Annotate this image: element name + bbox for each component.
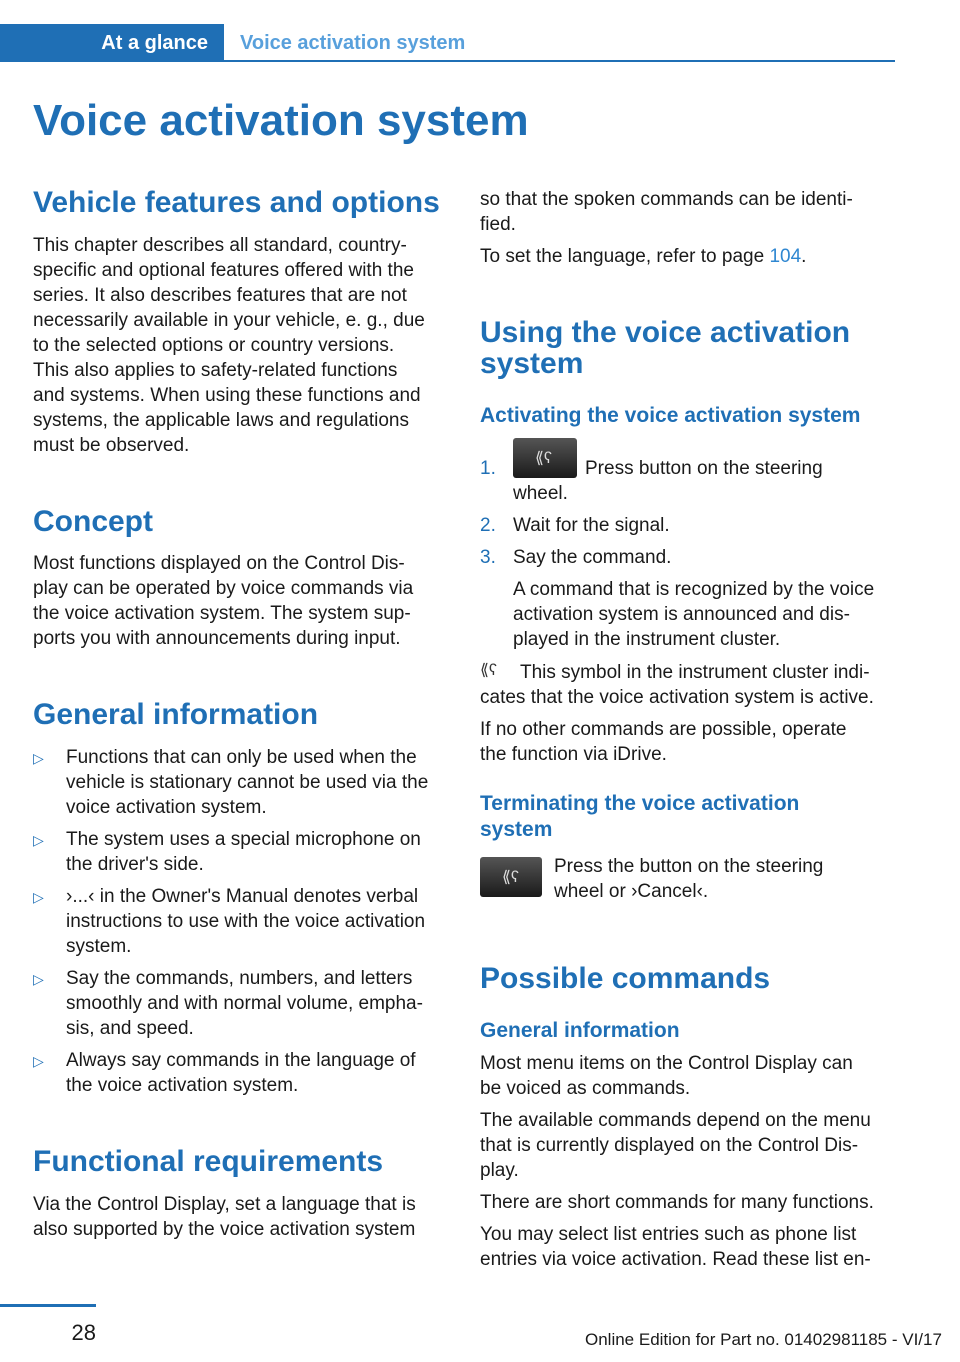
bullet-line: the voice activation system. xyxy=(66,1075,299,1096)
page-link[interactable]: 104 xyxy=(769,246,802,267)
bullet-arrow-icon: ▷ xyxy=(33,1053,44,1069)
step-detail: played in the instrument cluster. xyxy=(513,629,781,650)
text-line: play. xyxy=(480,1160,519,1181)
step-detail: A command that is recognized by the voice xyxy=(513,579,875,600)
language-reference xyxy=(480,244,806,269)
step-text: wheel. xyxy=(513,483,568,504)
text-line: Press the button on the steering xyxy=(554,856,824,877)
edition-note: Online Edition for Part no. 01402981185 - VI/17 xyxy=(585,1330,942,1349)
bullet-line: The system uses a special microphone on xyxy=(66,829,421,850)
heading-using-voice-activation-cont: system xyxy=(480,347,584,380)
text-line: play can be operated by voice commands via xyxy=(33,578,414,599)
text-line: Most functions displayed on the Control Dis- xyxy=(33,553,405,574)
tab-at-a-glance[interactable]: At a glance xyxy=(0,24,224,62)
text-fragment: . xyxy=(801,246,807,267)
page-title: Voice activation system xyxy=(33,96,529,145)
heading-functional-requirements: Functional requirements xyxy=(33,1145,384,1178)
step-number: 2. xyxy=(480,515,496,536)
step-text: Press button on the steering xyxy=(585,458,823,479)
voice-button-image xyxy=(480,857,542,897)
text-line: There are short commands for many functions. xyxy=(480,1192,874,1213)
step-number: 3. xyxy=(480,547,496,568)
bullet-line: sis, and speed. xyxy=(66,1018,194,1039)
text-line: ports you with announcements during input. xyxy=(33,628,401,649)
voice-button-image xyxy=(513,438,577,478)
text-line: You may select list entries such as phone list xyxy=(480,1224,857,1245)
text-line: to the selected options or country versions. xyxy=(33,335,395,356)
text-line: specific and optional features offered with the xyxy=(33,260,414,281)
step-number: 1. xyxy=(480,458,496,479)
bullet-arrow-icon: ▷ xyxy=(33,889,44,905)
bullet-arrow-icon: ▷ xyxy=(33,971,44,987)
text-line: so that the spoken commands can be identi- xyxy=(480,189,853,210)
text-line: This also applies to safety-related functions xyxy=(33,360,398,381)
text-line: also supported by the voice activation system xyxy=(33,1219,416,1240)
footer-rule xyxy=(0,1304,96,1307)
bullet-line: smoothly and with normal volume, empha- xyxy=(66,993,423,1014)
text-fragment: To set the language, refer to page xyxy=(480,246,770,267)
text-line: systems, the applicable laws and regulations xyxy=(33,410,409,431)
top-bar xyxy=(0,0,895,62)
heading-concept: Concept xyxy=(33,505,153,538)
bullet-arrow-icon: ▷ xyxy=(33,832,44,848)
text-line: The available commands depend on the menu xyxy=(480,1110,871,1131)
text-line: entries via voice activation. Read these list en- xyxy=(480,1249,871,1270)
text-line: series. It also describes features that are not xyxy=(33,285,407,306)
bullet-line: the driver's side. xyxy=(66,854,204,875)
bullet-line: Say the commands, numbers, and letters xyxy=(66,968,413,989)
bullet-arrow-icon: ▷ xyxy=(33,750,44,766)
page-number: 28 xyxy=(71,1320,96,1345)
text-line: wheel or ›Cancel‹. xyxy=(554,881,709,902)
bullet-line: vehicle is stationary cannot be used via the xyxy=(66,772,429,793)
bullet-line: Functions that can only be used when the xyxy=(66,747,417,768)
text-line: Via the Control Display, set a language that is xyxy=(33,1194,416,1215)
heading-possible-commands: Possible commands xyxy=(480,962,771,995)
text-line: cates that the voice activation system is active. xyxy=(480,687,874,708)
text-line: This symbol in the instrument cluster indi- xyxy=(520,662,870,683)
heading-terminating: Terminating the voice activation xyxy=(480,792,800,815)
section-tab[interactable]: Voice activation system xyxy=(240,32,466,54)
heading-vehicle-features: Vehicle features and options xyxy=(33,186,440,219)
text-line: This chapter describes all standard, country- xyxy=(33,235,407,256)
step-text: Wait for the signal. xyxy=(513,515,670,536)
text-line: and systems. When using these functions and xyxy=(33,385,421,406)
text-line: Most menu items on the Control Display can xyxy=(480,1053,853,1074)
text-line: must be observed. xyxy=(33,435,190,456)
voice-icon: ⟪ʕ xyxy=(502,869,519,886)
top-rule xyxy=(0,60,895,62)
heading-general-information: General information xyxy=(33,698,319,731)
text-line: necessarily available in your vehicle, e. g., due xyxy=(33,310,425,331)
step-text: Say the command. xyxy=(513,547,672,568)
voice-icon: ⟪ʕ xyxy=(535,450,552,467)
heading-general-information-right: General information xyxy=(480,1019,680,1042)
bullet-line: ›...‹ in the Owner's Manual denotes verbal xyxy=(66,886,419,907)
text-line: If no other commands are possible, operate xyxy=(480,719,847,740)
bullet-line: voice activation system. xyxy=(66,797,267,818)
bullet-line: system. xyxy=(66,936,132,957)
bullet-line: Always say commands in the language of xyxy=(66,1050,416,1071)
step-detail: activation system is announced and dis- xyxy=(513,604,850,625)
text-line: that is currently displayed on the Control Dis- xyxy=(480,1135,859,1156)
voice-symbol-icon: ⟪ʕ xyxy=(480,662,497,679)
text-line: be voiced as commands. xyxy=(480,1078,691,1099)
heading-terminating-cont: system xyxy=(480,818,553,841)
heading-using-voice-activation: Using the voice activation xyxy=(480,316,851,349)
bullet-line: instructions to use with the voice activation xyxy=(66,911,426,932)
text-line: the function via iDrive. xyxy=(480,744,667,765)
heading-activating: Activating the voice activation system xyxy=(480,404,861,427)
text-line: the voice activation system. The system sup- xyxy=(33,603,411,624)
text-line: fied. xyxy=(480,214,516,235)
